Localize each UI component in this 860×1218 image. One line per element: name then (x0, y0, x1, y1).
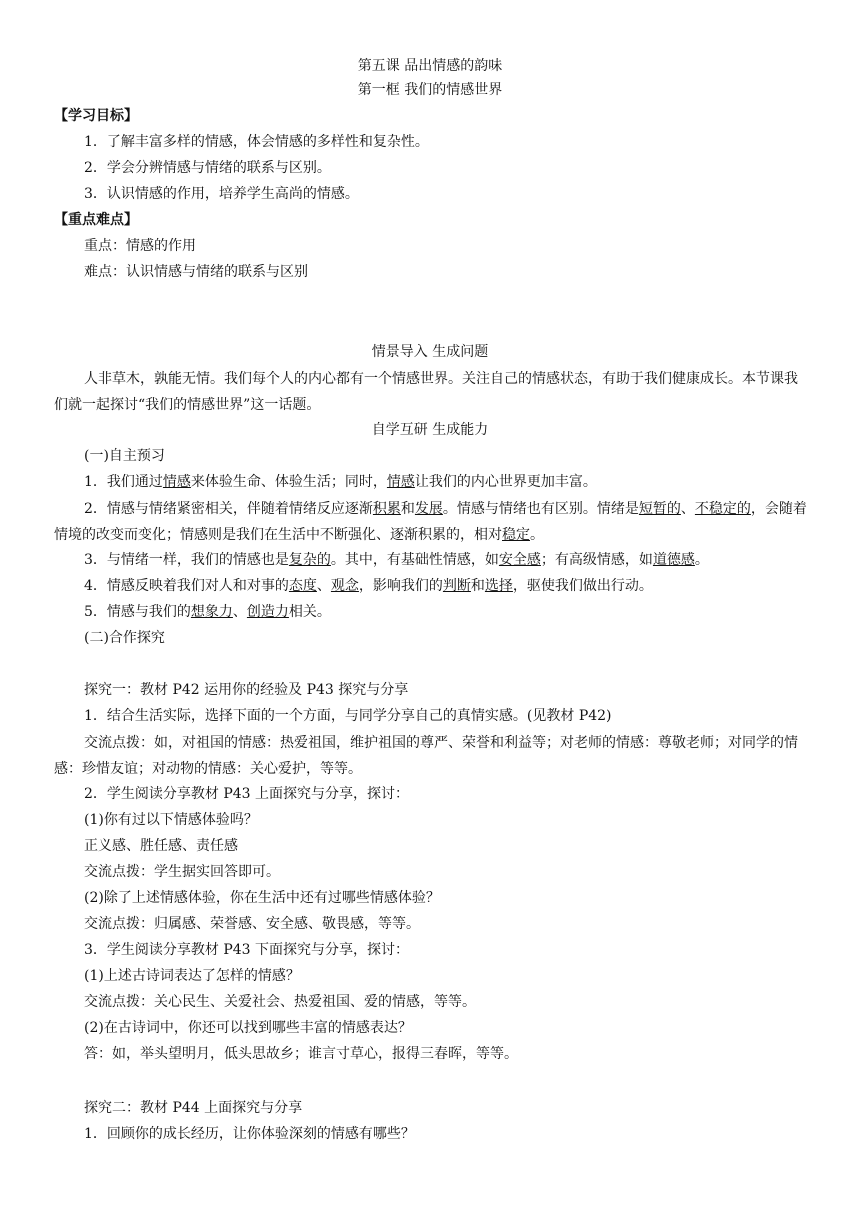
section-subtitle: 第一框 我们的情感世界 (357, 82, 503, 98)
section2-title: 自学互研 生成能力 (371, 422, 489, 438)
explore1-q1: 1．结合生活实际，选择下面的一个方面，与同学分享自己的真情实感。(见教材 P42) (84, 708, 612, 724)
explore1-q2: 2．学生阅读分享教材 P43 上面探究与分享，探讨： (84, 786, 410, 802)
goal-1: 1．了解丰富多样的情感，体会情感的多样性和复杂性。 (84, 134, 429, 150)
explore1-q2-1: (1)你有过以下情感体验吗？ (84, 812, 258, 828)
goal-3: 3．认识情感的作用，培养学生高尚的情感。 (84, 186, 359, 202)
preview-item-2: 2．情感与情绪紧密相关，伴随着情绪反应逐渐积累和发展。情感与情绪也有区别。情绪是短暂的、不稳定的，会随着情境的改变而变化；情感则是我们在生活中不断强化、逐渐积累的，相对稳定。 (54, 501, 807, 543)
explore1-title: 探究一：教材 P42 运用你的经验及 P43 探究与分享 (84, 682, 409, 698)
goals-heading: 【学习目标】 (54, 108, 138, 124)
explore1-q3-2: (2)在古诗词中，你还可以找到哪些丰富的情感表达？ (84, 1020, 412, 1036)
explore1-q3-1-answer: 交流点拨：关心民生、关爱社会、热爱祖国、爱的情感，等等。 (84, 994, 476, 1010)
goal-2: 2．学会分辨情感与情绪的联系与区别。 (84, 160, 331, 176)
explore1-q3: 3．学生阅读分享教材 P43 下面探究与分享，探讨： (84, 942, 410, 958)
key-point: 重点：情感的作用 (84, 238, 196, 254)
lesson-title: 第五课 品出情感的韵味 (357, 58, 503, 74)
difficult-point: 难点：认识情感与情绪的联系与区别 (84, 264, 308, 280)
section1-text: 人非草木，孰能无情。我们每个人的内心都有一个情感世界。关注自己的情感状态，有助于我们健康成长。本节课我们就一起探讨“我们的情感世界”这一话题。 (54, 371, 798, 413)
key-heading: 【重点难点】 (54, 212, 138, 228)
explore1-q3-2-answer: 答：如，举头望明月，低头思故乡；谁言寸草心，报得三春晖，等等。 (84, 1046, 518, 1062)
coop-label: (二)合作探究 (84, 630, 165, 646)
explore2-title: 探究二：教材 P44 上面探究与分享 (84, 1100, 303, 1116)
preview-item-3: 3．与情绪一样，我们的情感也是复杂的。其中，有基础性情感，如安全感；有高级情感，如道德感。 (84, 552, 709, 568)
explore1-q1-answer: 交流点拨：如，对祖国的情感：热爱祖国，维护祖国的尊严、荣誉和利益等；对老师的情感：尊敬老师；对同学的情感：珍惜友谊；对动物的情感：关心爱护，等等。 (54, 735, 798, 777)
explore1-q2-1-answer: 交流点拨：学生据实回答即可。 (84, 864, 280, 880)
explore2-q1: 1．回顾你的成长经历，让你体验深刻的情感有哪些？ (84, 1126, 415, 1142)
preview-item-4: 4．情感反映着我们对人和对事的态度、观念，影响我们的判断和选择，驱使我们做出行动。 (84, 578, 653, 594)
explore1-q2-2: (2)除了上述情感体验，你在生活中还有过哪些情感体验？ (84, 890, 440, 906)
explore1-q3-1: (1)上述古诗词表达了怎样的情感？ (84, 968, 300, 984)
explore1-q2-2-answer: 交流点拨：归属感、荣誉感、安全感、敬畏感，等等。 (84, 916, 420, 932)
preview-item-5: 5．情感与我们的想象力、创造力相关。 (84, 604, 331, 620)
preview-label: (一)自主预习 (84, 448, 165, 464)
preview-item-1: 1．我们通过情感来体验生命、体验生活；同时，情感让我们的内心世界更加丰富。 (84, 474, 597, 490)
explore1-q2-1-items: 正义感、胜任感、责任感 (84, 838, 238, 854)
section1-title: 情景导入 生成问题 (371, 344, 489, 360)
